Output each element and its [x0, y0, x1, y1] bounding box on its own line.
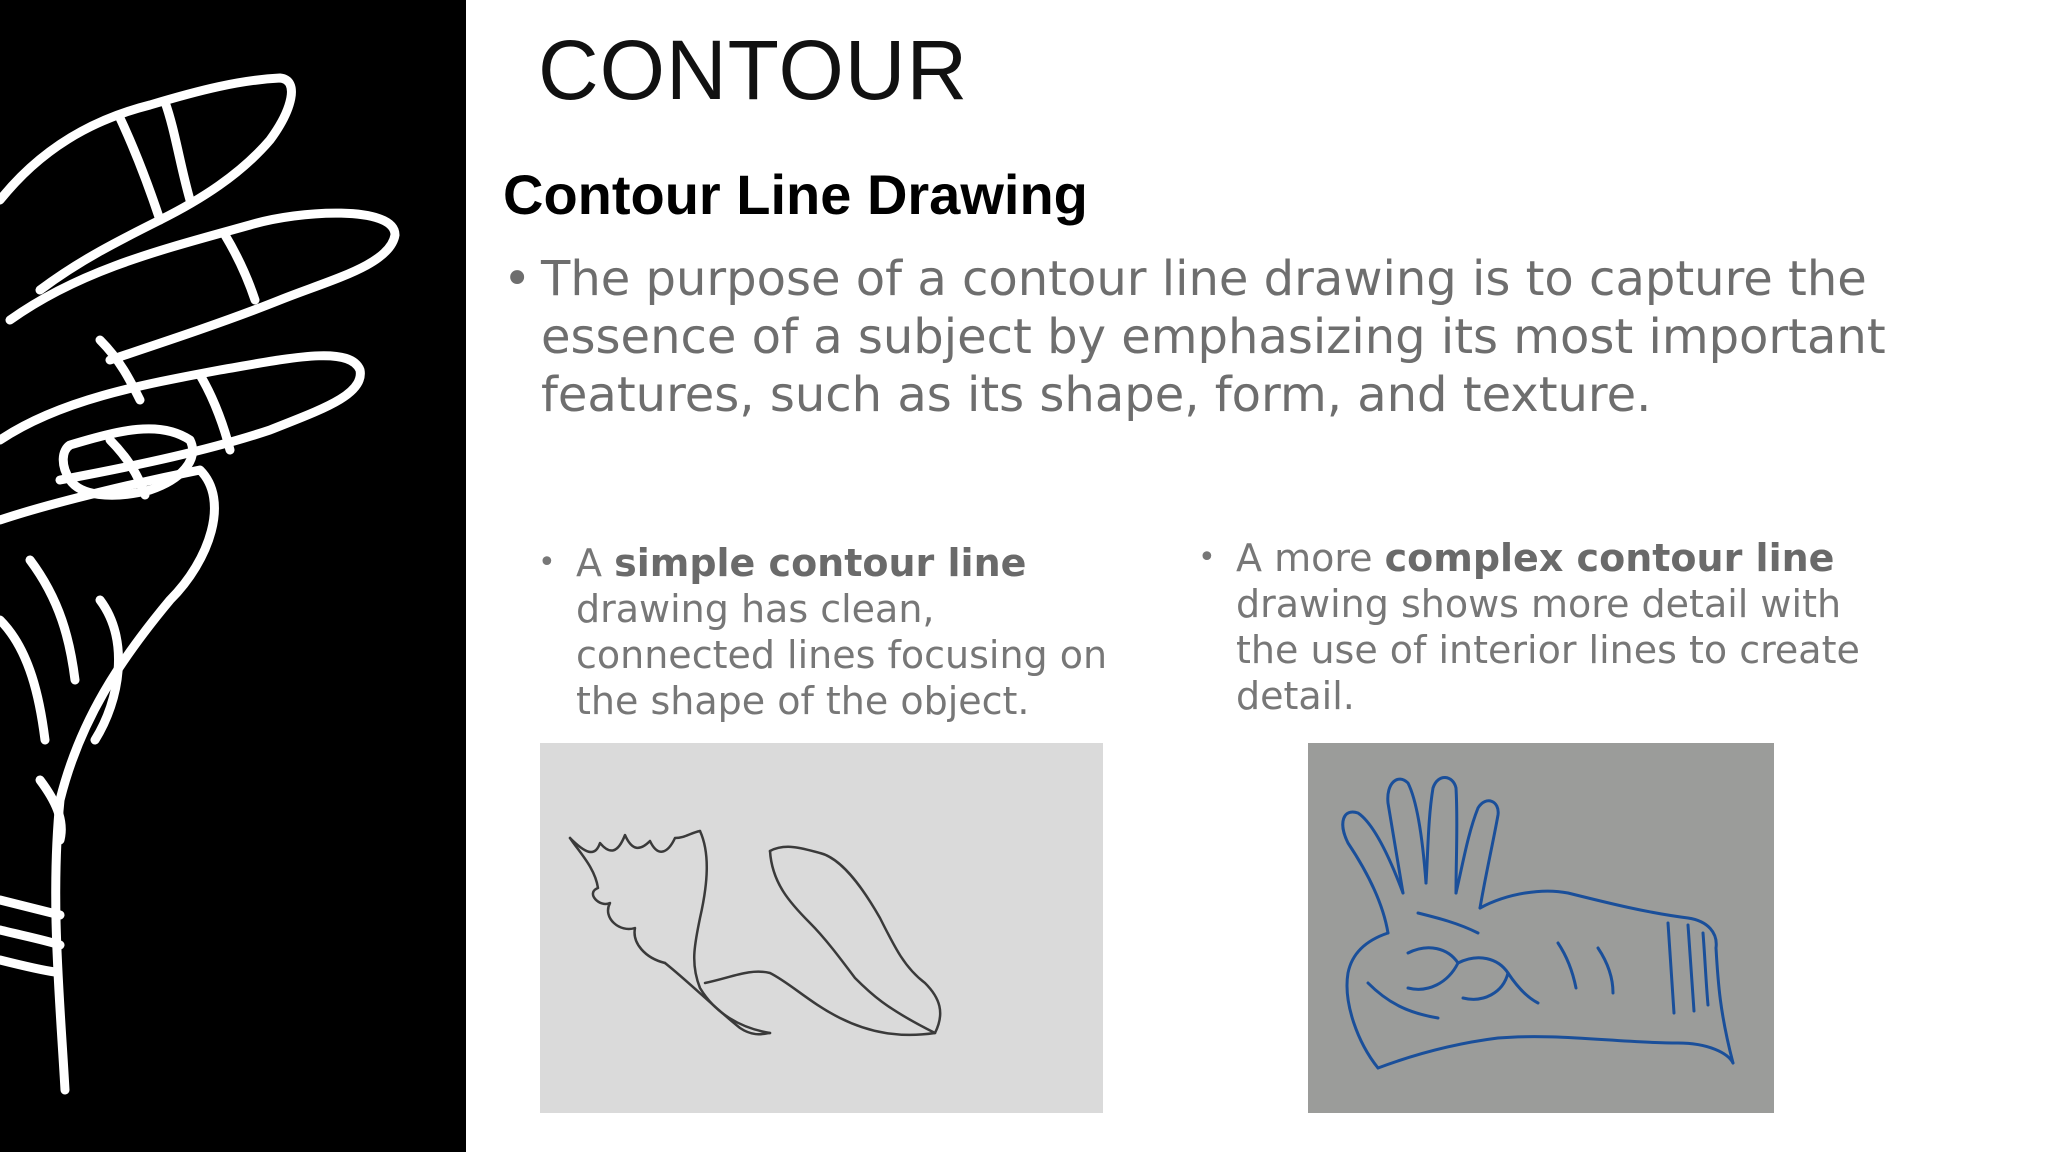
bullet-icon: •: [1198, 540, 1216, 575]
simple-bold-term: simple contour line: [614, 541, 1027, 585]
hand-drawing-image: [1308, 743, 1774, 1113]
simple-rest: drawing has clean, connected lines focusing on the shape of the object.: [576, 587, 1108, 723]
complex-rest: drawing shows more detail with the use of interior lines to create detail.: [1236, 582, 1860, 718]
main-bullet: [503, 250, 1923, 424]
hand-contour-illustration: [0, 0, 466, 1152]
simple-contour-bullet: [538, 540, 1128, 724]
complex-bold-term: complex contour line: [1384, 536, 1835, 580]
bullet-icon: •: [503, 251, 532, 307]
shell-drawing-image: [540, 743, 1103, 1113]
simple-prefix: A: [576, 541, 615, 585]
bullet-icon: •: [538, 545, 556, 580]
left-hand-image: [0, 0, 466, 1152]
complex-prefix: A more: [1236, 536, 1385, 580]
complex-contour-text: [1236, 535, 1878, 719]
slide-subtitle: Contour Line Drawing: [503, 163, 1088, 226]
hand-sketch: [1308, 743, 1774, 1113]
shell-sketch: [540, 743, 1103, 1113]
main-bullet-text: The purpose of a contour line drawing is to capture the essence of a subject by emphasizing its most important features, such as its shape, form, and texture.: [541, 251, 1886, 423]
simple-contour-text: [576, 540, 1128, 724]
slide-title: CONTOUR: [538, 23, 969, 117]
complex-contour-bullet: [1198, 535, 1878, 719]
